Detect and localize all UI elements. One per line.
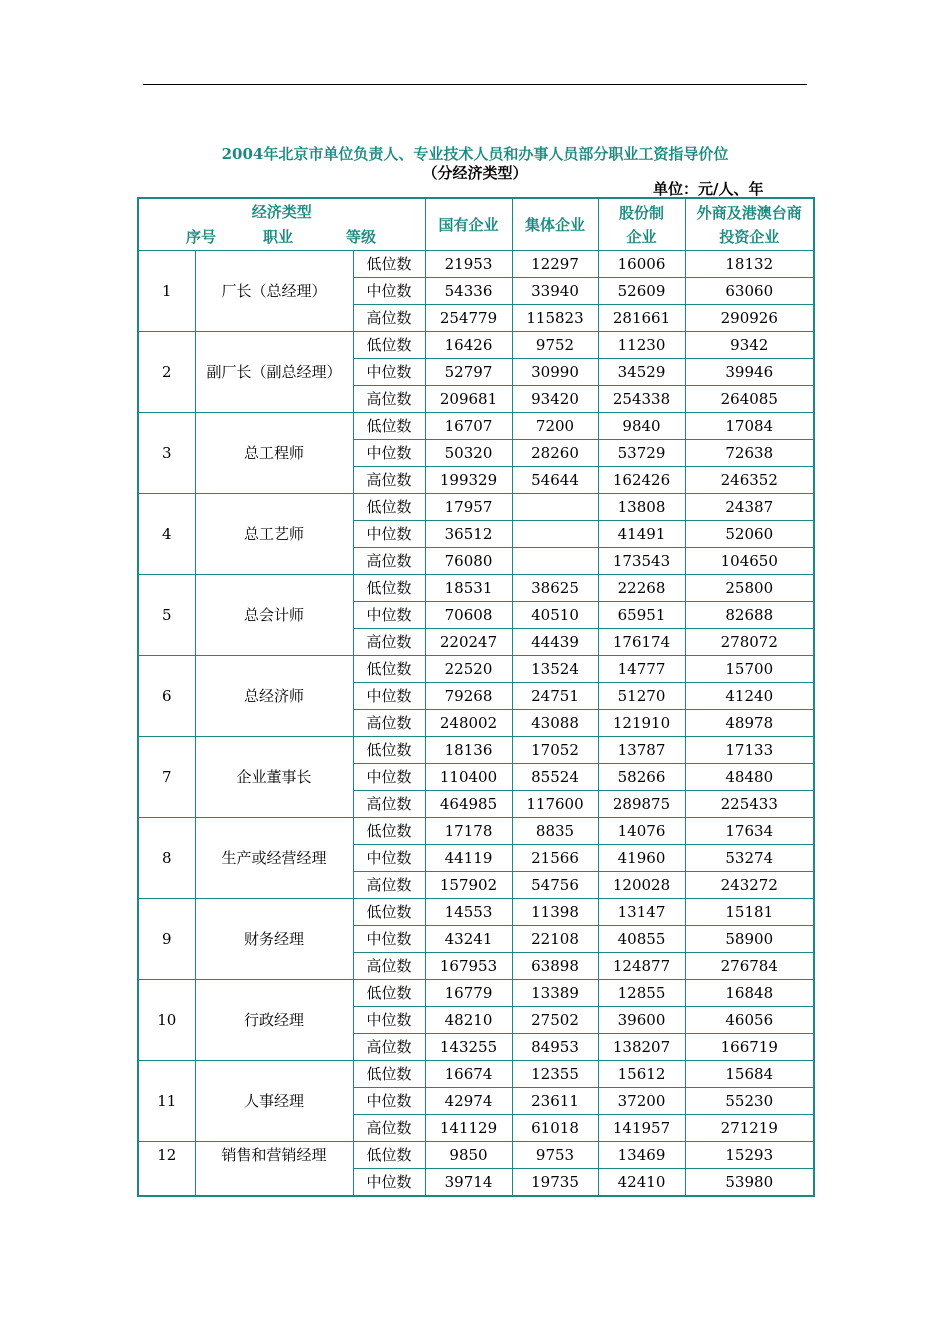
value-cell: 46056	[685, 1007, 814, 1034]
seq-cell: 7	[138, 737, 195, 818]
level-cell: 高位数	[353, 386, 425, 413]
level-cell: 高位数	[353, 1115, 425, 1142]
value-cell: 11230	[598, 332, 685, 359]
level-cell: 低位数	[353, 1061, 425, 1088]
level-cell: 中位数	[353, 359, 425, 386]
occupation-cell: 财务经理	[195, 899, 353, 980]
table-row	[138, 656, 814, 683]
value-cell: 42974	[425, 1088, 512, 1115]
value-cell: 24387	[685, 494, 814, 521]
value-cell: 22520	[425, 656, 512, 683]
table-row	[138, 575, 814, 602]
value-cell: 167953	[425, 953, 512, 980]
value-cell: 157902	[425, 872, 512, 899]
value-cell: 16674	[425, 1061, 512, 1088]
value-cell: 141957	[598, 1115, 685, 1142]
value-cell	[512, 548, 598, 575]
value-cell: 16006	[598, 251, 685, 278]
seq-cell: 5	[138, 575, 195, 656]
value-cell: 13389	[512, 980, 598, 1007]
level-cell: 高位数	[353, 467, 425, 494]
value-cell: 104650	[685, 548, 814, 575]
occupation-cell: 总经济师	[195, 656, 353, 737]
level-cell: 低位数	[353, 494, 425, 521]
wage-table	[137, 197, 815, 1197]
value-cell: 289875	[598, 791, 685, 818]
value-cell: 220247	[425, 629, 512, 656]
value-cell: 23611	[512, 1088, 598, 1115]
table-row	[138, 818, 814, 845]
value-cell: 33940	[512, 278, 598, 305]
level-cell: 中位数	[353, 278, 425, 305]
value-cell: 76080	[425, 548, 512, 575]
value-cell: 9342	[685, 332, 814, 359]
value-cell: 65951	[598, 602, 685, 629]
level-cell: 高位数	[353, 305, 425, 332]
value-cell: 40855	[598, 926, 685, 953]
value-cell: 176174	[598, 629, 685, 656]
value-cell: 12355	[512, 1061, 598, 1088]
value-cell: 52609	[598, 278, 685, 305]
value-cell: 39946	[685, 359, 814, 386]
value-cell: 12855	[598, 980, 685, 1007]
value-cell: 17084	[685, 413, 814, 440]
occupation-cell: 总会计师	[195, 575, 353, 656]
value-cell: 30990	[512, 359, 598, 386]
value-cell: 117600	[512, 791, 598, 818]
level-cell: 高位数	[353, 629, 425, 656]
occupation-cell: 厂长（总经理）	[195, 251, 353, 332]
value-cell: 110400	[425, 764, 512, 791]
level-cell: 高位数	[353, 791, 425, 818]
value-cell: 17634	[685, 818, 814, 845]
level-cell: 高位数	[353, 710, 425, 737]
value-cell: 55230	[685, 1088, 814, 1115]
corner-header-cell	[138, 198, 425, 251]
occupation-cell: 副厂长（副总经理）	[195, 332, 353, 413]
value-cell: 18136	[425, 737, 512, 764]
table-row	[138, 494, 814, 521]
value-cell: 9752	[512, 332, 598, 359]
value-cell: 93420	[512, 386, 598, 413]
value-cell: 15612	[598, 1061, 685, 1088]
value-cell: 38625	[512, 575, 598, 602]
level-cell: 低位数	[353, 575, 425, 602]
seq-cell: 12	[138, 1142, 195, 1197]
value-cell: 15293	[685, 1142, 814, 1169]
table-row	[138, 332, 814, 359]
value-cell: 141129	[425, 1115, 512, 1142]
value-cell: 48978	[685, 710, 814, 737]
value-cell: 25800	[685, 575, 814, 602]
value-cell: 166719	[685, 1034, 814, 1061]
level-cell: 中位数	[353, 764, 425, 791]
top-divider	[143, 84, 807, 85]
table-row	[138, 413, 814, 440]
value-cell: 121910	[598, 710, 685, 737]
value-cell: 225433	[685, 791, 814, 818]
value-cell: 199329	[425, 467, 512, 494]
value-cell: 63060	[685, 278, 814, 305]
value-cell: 39600	[598, 1007, 685, 1034]
value-cell: 16848	[685, 980, 814, 1007]
table-row	[138, 1142, 814, 1169]
value-cell: 243272	[685, 872, 814, 899]
value-cell: 12297	[512, 251, 598, 278]
value-cell: 43088	[512, 710, 598, 737]
value-cell: 138207	[598, 1034, 685, 1061]
occupation-cell: 总工程师	[195, 413, 353, 494]
value-cell: 13808	[598, 494, 685, 521]
value-cell: 54644	[512, 467, 598, 494]
value-cell: 21953	[425, 251, 512, 278]
value-cell: 281661	[598, 305, 685, 332]
value-cell: 17052	[512, 737, 598, 764]
table-row	[138, 1061, 814, 1088]
column-header-foreign: 外商及港澳台商投资企业	[685, 198, 814, 251]
value-cell: 48480	[685, 764, 814, 791]
value-cell: 48210	[425, 1007, 512, 1034]
page-subtitle: （分经济类型）	[422, 164, 528, 182]
occupation-cell: 总工艺师	[195, 494, 353, 575]
table-body	[138, 198, 814, 1196]
value-cell: 14777	[598, 656, 685, 683]
column-header-shareholding: 股份制企业	[598, 198, 685, 251]
value-cell: 9753	[512, 1142, 598, 1169]
value-cell: 61018	[512, 1115, 598, 1142]
value-cell: 53729	[598, 440, 685, 467]
level-cell: 低位数	[353, 656, 425, 683]
value-cell: 18132	[685, 251, 814, 278]
value-cell: 18531	[425, 575, 512, 602]
value-cell: 246352	[685, 467, 814, 494]
level-cell: 中位数	[353, 926, 425, 953]
page-title: 2004年北京市单位负责人、专业技术人员和办事人员部分职业工资指导价位	[221, 145, 729, 163]
value-cell: 39714	[425, 1169, 512, 1197]
level-cell: 低位数	[353, 818, 425, 845]
value-cell: 44439	[512, 629, 598, 656]
seq-cell: 10	[138, 980, 195, 1061]
table-row	[138, 251, 814, 278]
level-cell: 中位数	[353, 683, 425, 710]
value-cell: 13787	[598, 737, 685, 764]
value-cell	[512, 494, 598, 521]
occupation-cell: 行政经理	[195, 980, 353, 1061]
level-cell: 低位数	[353, 1142, 425, 1169]
value-cell: 209681	[425, 386, 512, 413]
seq-cell: 1	[138, 251, 195, 332]
table-row	[138, 737, 814, 764]
seq-label: 序号	[186, 228, 217, 246]
value-cell	[512, 521, 598, 548]
value-cell: 28260	[512, 440, 598, 467]
column-header-collective: 集体企业	[512, 198, 598, 251]
value-cell: 34529	[598, 359, 685, 386]
level-cell: 中位数	[353, 845, 425, 872]
seq-cell: 11	[138, 1061, 195, 1142]
value-cell: 248002	[425, 710, 512, 737]
value-cell: 54756	[512, 872, 598, 899]
value-cell: 53274	[685, 845, 814, 872]
table-row	[138, 899, 814, 926]
value-cell: 58266	[598, 764, 685, 791]
value-cell: 16707	[425, 413, 512, 440]
value-cell: 50320	[425, 440, 512, 467]
value-cell: 143255	[425, 1034, 512, 1061]
seq-cell: 4	[138, 494, 195, 575]
value-cell: 41960	[598, 845, 685, 872]
value-cell: 14553	[425, 899, 512, 926]
level-cell: 高位数	[353, 872, 425, 899]
seq-cell: 2	[138, 332, 195, 413]
header-row	[138, 198, 814, 251]
value-cell: 41491	[598, 521, 685, 548]
level-cell: 高位数	[353, 953, 425, 980]
value-cell: 271219	[685, 1115, 814, 1142]
occupation-cell: 企业董事长	[195, 737, 353, 818]
level-cell: 低位数	[353, 980, 425, 1007]
seq-cell: 9	[138, 899, 195, 980]
value-cell: 115823	[512, 305, 598, 332]
level-cell: 中位数	[353, 602, 425, 629]
value-cell: 22108	[512, 926, 598, 953]
value-cell: 63898	[512, 953, 598, 980]
value-cell: 36512	[425, 521, 512, 548]
value-cell: 16426	[425, 332, 512, 359]
value-cell: 42410	[598, 1169, 685, 1197]
occupation-cell: 人事经理	[195, 1061, 353, 1142]
seq-cell: 3	[138, 413, 195, 494]
value-cell: 15684	[685, 1061, 814, 1088]
level-cell: 中位数	[353, 1088, 425, 1115]
value-cell: 52797	[425, 359, 512, 386]
value-cell: 21566	[512, 845, 598, 872]
value-cell: 24751	[512, 683, 598, 710]
level-cell: 低位数	[353, 899, 425, 926]
occupation-label: 职业	[263, 228, 294, 246]
value-cell: 8835	[512, 818, 598, 845]
value-cell: 13469	[598, 1142, 685, 1169]
value-cell: 290926	[685, 305, 814, 332]
value-cell: 17957	[425, 494, 512, 521]
value-cell: 58900	[685, 926, 814, 953]
value-cell: 41240	[685, 683, 814, 710]
value-cell: 82688	[685, 602, 814, 629]
value-cell: 54336	[425, 278, 512, 305]
value-cell: 120028	[598, 872, 685, 899]
value-cell: 72638	[685, 440, 814, 467]
value-cell: 15700	[685, 656, 814, 683]
value-cell: 19735	[512, 1169, 598, 1197]
value-cell: 43241	[425, 926, 512, 953]
value-cell: 9850	[425, 1142, 512, 1169]
value-cell: 15181	[685, 899, 814, 926]
value-cell: 22268	[598, 575, 685, 602]
value-cell: 51270	[598, 683, 685, 710]
value-cell: 9840	[598, 413, 685, 440]
level-cell: 低位数	[353, 737, 425, 764]
level-cell: 低位数	[353, 251, 425, 278]
value-cell: 162426	[598, 467, 685, 494]
value-cell: 37200	[598, 1088, 685, 1115]
level-cell: 低位数	[353, 332, 425, 359]
seq-cell: 8	[138, 818, 195, 899]
table-row	[138, 980, 814, 1007]
value-cell: 276784	[685, 953, 814, 980]
value-cell: 17133	[685, 737, 814, 764]
value-cell: 85524	[512, 764, 598, 791]
value-cell: 464985	[425, 791, 512, 818]
value-cell: 173543	[598, 548, 685, 575]
value-cell: 40510	[512, 602, 598, 629]
value-cell: 84953	[512, 1034, 598, 1061]
value-cell: 264085	[685, 386, 814, 413]
value-cell: 27502	[512, 1007, 598, 1034]
value-cell: 79268	[425, 683, 512, 710]
value-cell: 124877	[598, 953, 685, 980]
value-cell: 70608	[425, 602, 512, 629]
occupation-cell: 生产或经营经理	[195, 818, 353, 899]
value-cell: 44119	[425, 845, 512, 872]
level-cell: 中位数	[353, 521, 425, 548]
level-cell: 低位数	[353, 413, 425, 440]
level-label: 等级	[346, 228, 377, 246]
economic-type-label: 经济类型	[251, 203, 312, 221]
value-cell: 13524	[512, 656, 598, 683]
value-cell: 52060	[685, 521, 814, 548]
value-cell: 14076	[598, 818, 685, 845]
level-cell: 高位数	[353, 548, 425, 575]
level-cell: 中位数	[353, 440, 425, 467]
value-cell: 7200	[512, 413, 598, 440]
level-cell: 高位数	[353, 1034, 425, 1061]
value-cell: 16779	[425, 980, 512, 1007]
value-cell: 278072	[685, 629, 814, 656]
column-header-state: 国有企业	[425, 198, 512, 251]
value-cell: 254779	[425, 305, 512, 332]
value-cell: 17178	[425, 818, 512, 845]
seq-cell: 6	[138, 656, 195, 737]
unit-note: 单位：元/人、年	[653, 180, 764, 198]
level-cell: 中位数	[353, 1169, 425, 1197]
value-cell: 53980	[685, 1169, 814, 1197]
value-cell: 254338	[598, 386, 685, 413]
value-cell: 11398	[512, 899, 598, 926]
level-cell: 中位数	[353, 1007, 425, 1034]
occupation-cell: 销售和营销经理	[195, 1142, 353, 1197]
value-cell: 13147	[598, 899, 685, 926]
